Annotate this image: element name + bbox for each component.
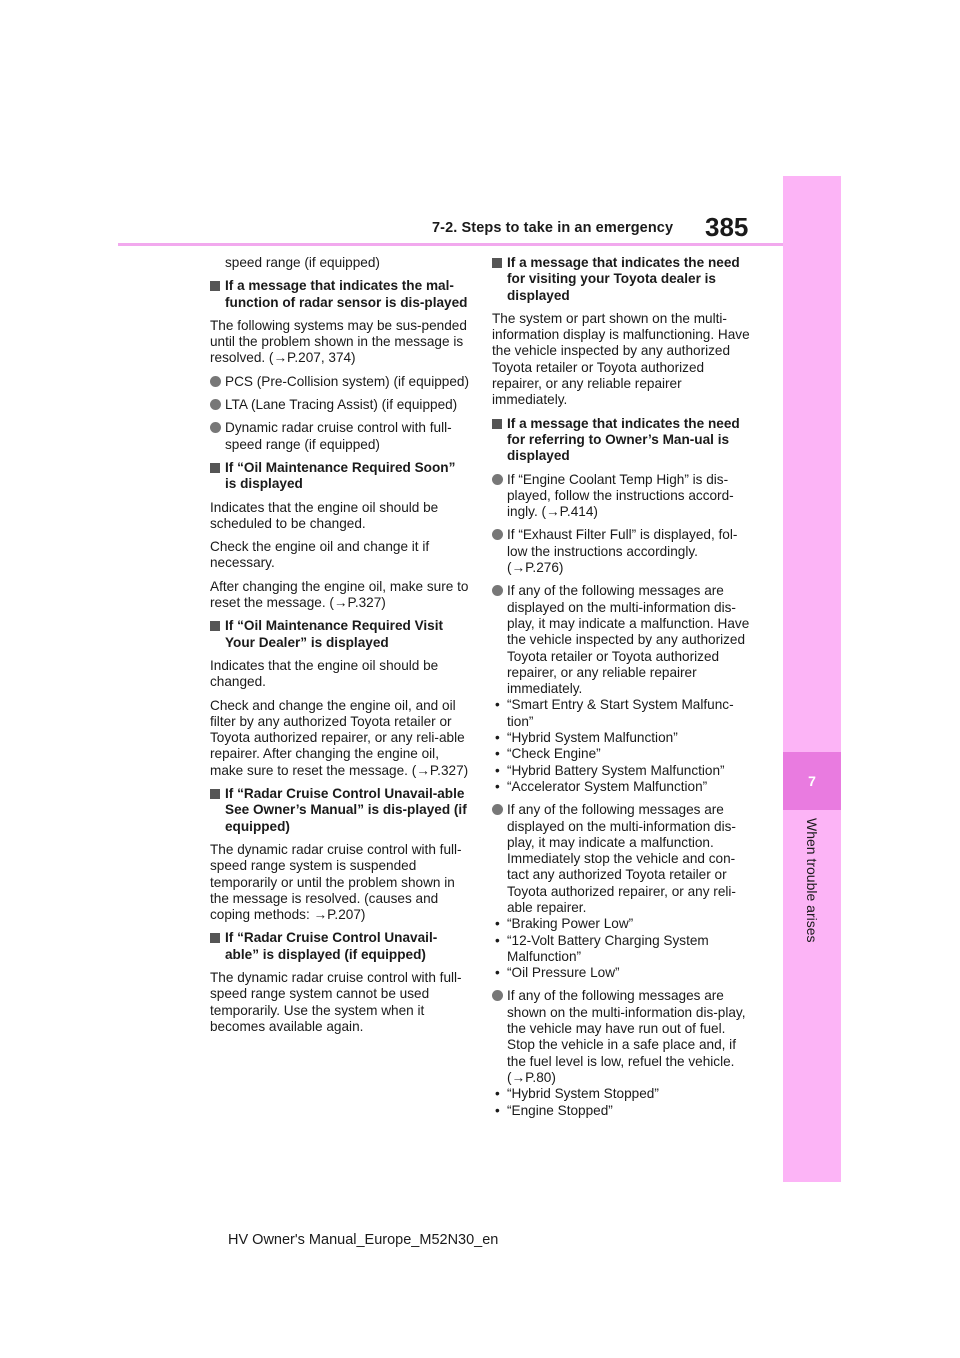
circle-bullet-icon	[210, 376, 221, 387]
paragraph: Indicates that the engine oil should be changed.	[210, 657, 439, 690]
message-item: • “Hybrid Battery System Malfunction”	[495, 762, 725, 778]
list-item: If any of the following messages are displayed on the multi-information dis-play, it may indicate a malfunction. Immediately stop the vehicle and con-tact any authorized Toyota retailer or Toyota authorized repairer, or any reli-able repairer.	[492, 802, 752, 916]
paragraph: After changing the engine oil, make sure to reset the message. (→P.327)	[210, 578, 469, 611]
square-bullet-icon	[492, 258, 502, 268]
paragraph: Check the engine oil and change it if necessary.	[210, 539, 430, 571]
list-item: If “Exhaust Filter Full” is displayed, fol-low the instructions accordingly. (→P.276)	[492, 527, 752, 576]
message-item: • “Accelerator System Malfunction”	[495, 778, 708, 794]
message-item: • “Hybrid System Malfunction”	[495, 730, 678, 746]
heading-radar-malfunction: If a message that indicates the mal-function of radar sensor is dis-played	[210, 278, 470, 311]
paragraph: The following systems may be sus-pended until the problem shown in the message is resolved. (→P.207, 374)	[210, 317, 467, 366]
message-item: • “Smart Entry & Start System Malfunc-tion”	[495, 697, 734, 729]
circle-bullet-icon	[492, 474, 503, 485]
message-item: • “Hybrid System Stopped”	[495, 1086, 659, 1102]
circle-bullet-icon	[492, 804, 503, 815]
message-item: • “Braking Power Low”	[495, 916, 634, 932]
header-rule	[118, 243, 783, 246]
message-item: • “Oil Pressure Low”	[495, 965, 620, 981]
footer-text: HV Owner's Manual_Europe_M52N30_en	[228, 1232, 499, 1248]
left-column	[210, 255, 470, 1042]
list-item: If any of the following messages are shown on the multi-information dis-play, the vehicle may have run out of fuel. Stop the vehicle in a safe place and, if the fuel level is low, refuel the vehicle. (→P.80)	[492, 988, 752, 1086]
list-item: PCS (Pre-Collision system) (if equipped)	[210, 374, 470, 390]
circle-bullet-icon	[492, 529, 503, 540]
chapter-name: When trouble arises	[804, 818, 820, 943]
heading-oil-soon: If “Oil Maintenance Required Soon” is displayed	[210, 460, 470, 493]
page-number: 385	[705, 212, 749, 242]
chapter-number-box: 7	[783, 752, 841, 810]
square-bullet-icon	[492, 419, 502, 429]
list-item: LTA (Lane Tracing Assist) (if equipped)	[210, 397, 470, 413]
paragraph: Check and change the engine oil, and oil filter by any authorized Toyota retailer or Toyota authorized repairer, or any reli-able repairer. After changing the engine oil, make sure to reset the message. (→P.327)	[210, 697, 469, 778]
circle-bullet-icon	[492, 585, 503, 596]
paragraph: Indicates that the engine oil should be scheduled to be changed.	[210, 499, 439, 531]
paragraph: The dynamic radar cruise control with full-speed range system is suspended temporarily or until the problem shown in the message is resolved. (causes and coping methods: →P.207)	[210, 841, 462, 923]
square-bullet-icon	[210, 789, 220, 799]
heading-radar-unavailable-manual: If “Radar Cruise Control Unavail-able See Owner’s Manual” is dis-played (if equipped)	[210, 786, 470, 835]
heading-visit-dealer: If a message that indicates the need for visiting your Toyota dealer is displayed	[492, 255, 752, 304]
paragraph: The system or part shown on the multi-information display is malfunctioning. Have the vehicle inspected by any authorized Toyota retailer or Toyota authorized repairer, or any reliable repairer immediately.	[492, 310, 750, 408]
list-item: If any of the following messages are displayed on the multi-information dis-play, it may indicate a malfunction. Have the vehicle inspected by any authorized Toyota retailer or Toyota authorized repairer, or any reliable repairer immediately.	[492, 583, 752, 697]
chapter-side-tab	[783, 176, 841, 1182]
circle-bullet-icon	[210, 399, 221, 410]
circle-bullet-icon	[210, 422, 221, 433]
square-bullet-icon	[210, 463, 220, 473]
square-bullet-icon	[210, 933, 220, 943]
section-title: 7-2. Steps to take in an emergency	[432, 220, 674, 236]
list-item: Dynamic radar cruise control with full-speed range (if equipped)	[210, 420, 470, 453]
paragraph: The dynamic radar cruise control with full-speed range system cannot be used temporarily. Use the system when it becomes available again.	[210, 969, 462, 1034]
continued-text: speed range (if equipped)	[225, 255, 380, 270]
square-bullet-icon	[210, 281, 220, 291]
heading-oil-dealer: If “Oil Maintenance Required Visit Your Dealer” is displayed	[210, 618, 470, 651]
circle-bullet-icon	[492, 990, 503, 1001]
square-bullet-icon	[210, 621, 220, 631]
message-item: • “Check Engine”	[495, 746, 601, 762]
message-item: • “12-Volt Battery Charging System Malfunction”	[495, 932, 709, 964]
message-item: • “Engine Stopped”	[495, 1102, 613, 1118]
right-column	[492, 255, 752, 1119]
list-item: If “Engine Coolant Temp High” is dis-played, follow the instructions accord-ingly. (→P.414)	[492, 472, 752, 521]
heading-refer-manual: If a message that indicates the need for referring to Owner’s Man-ual is displayed	[492, 416, 752, 465]
heading-radar-unavailable: If “Radar Cruise Control Unavail-able” is displayed (if equipped)	[210, 930, 470, 963]
